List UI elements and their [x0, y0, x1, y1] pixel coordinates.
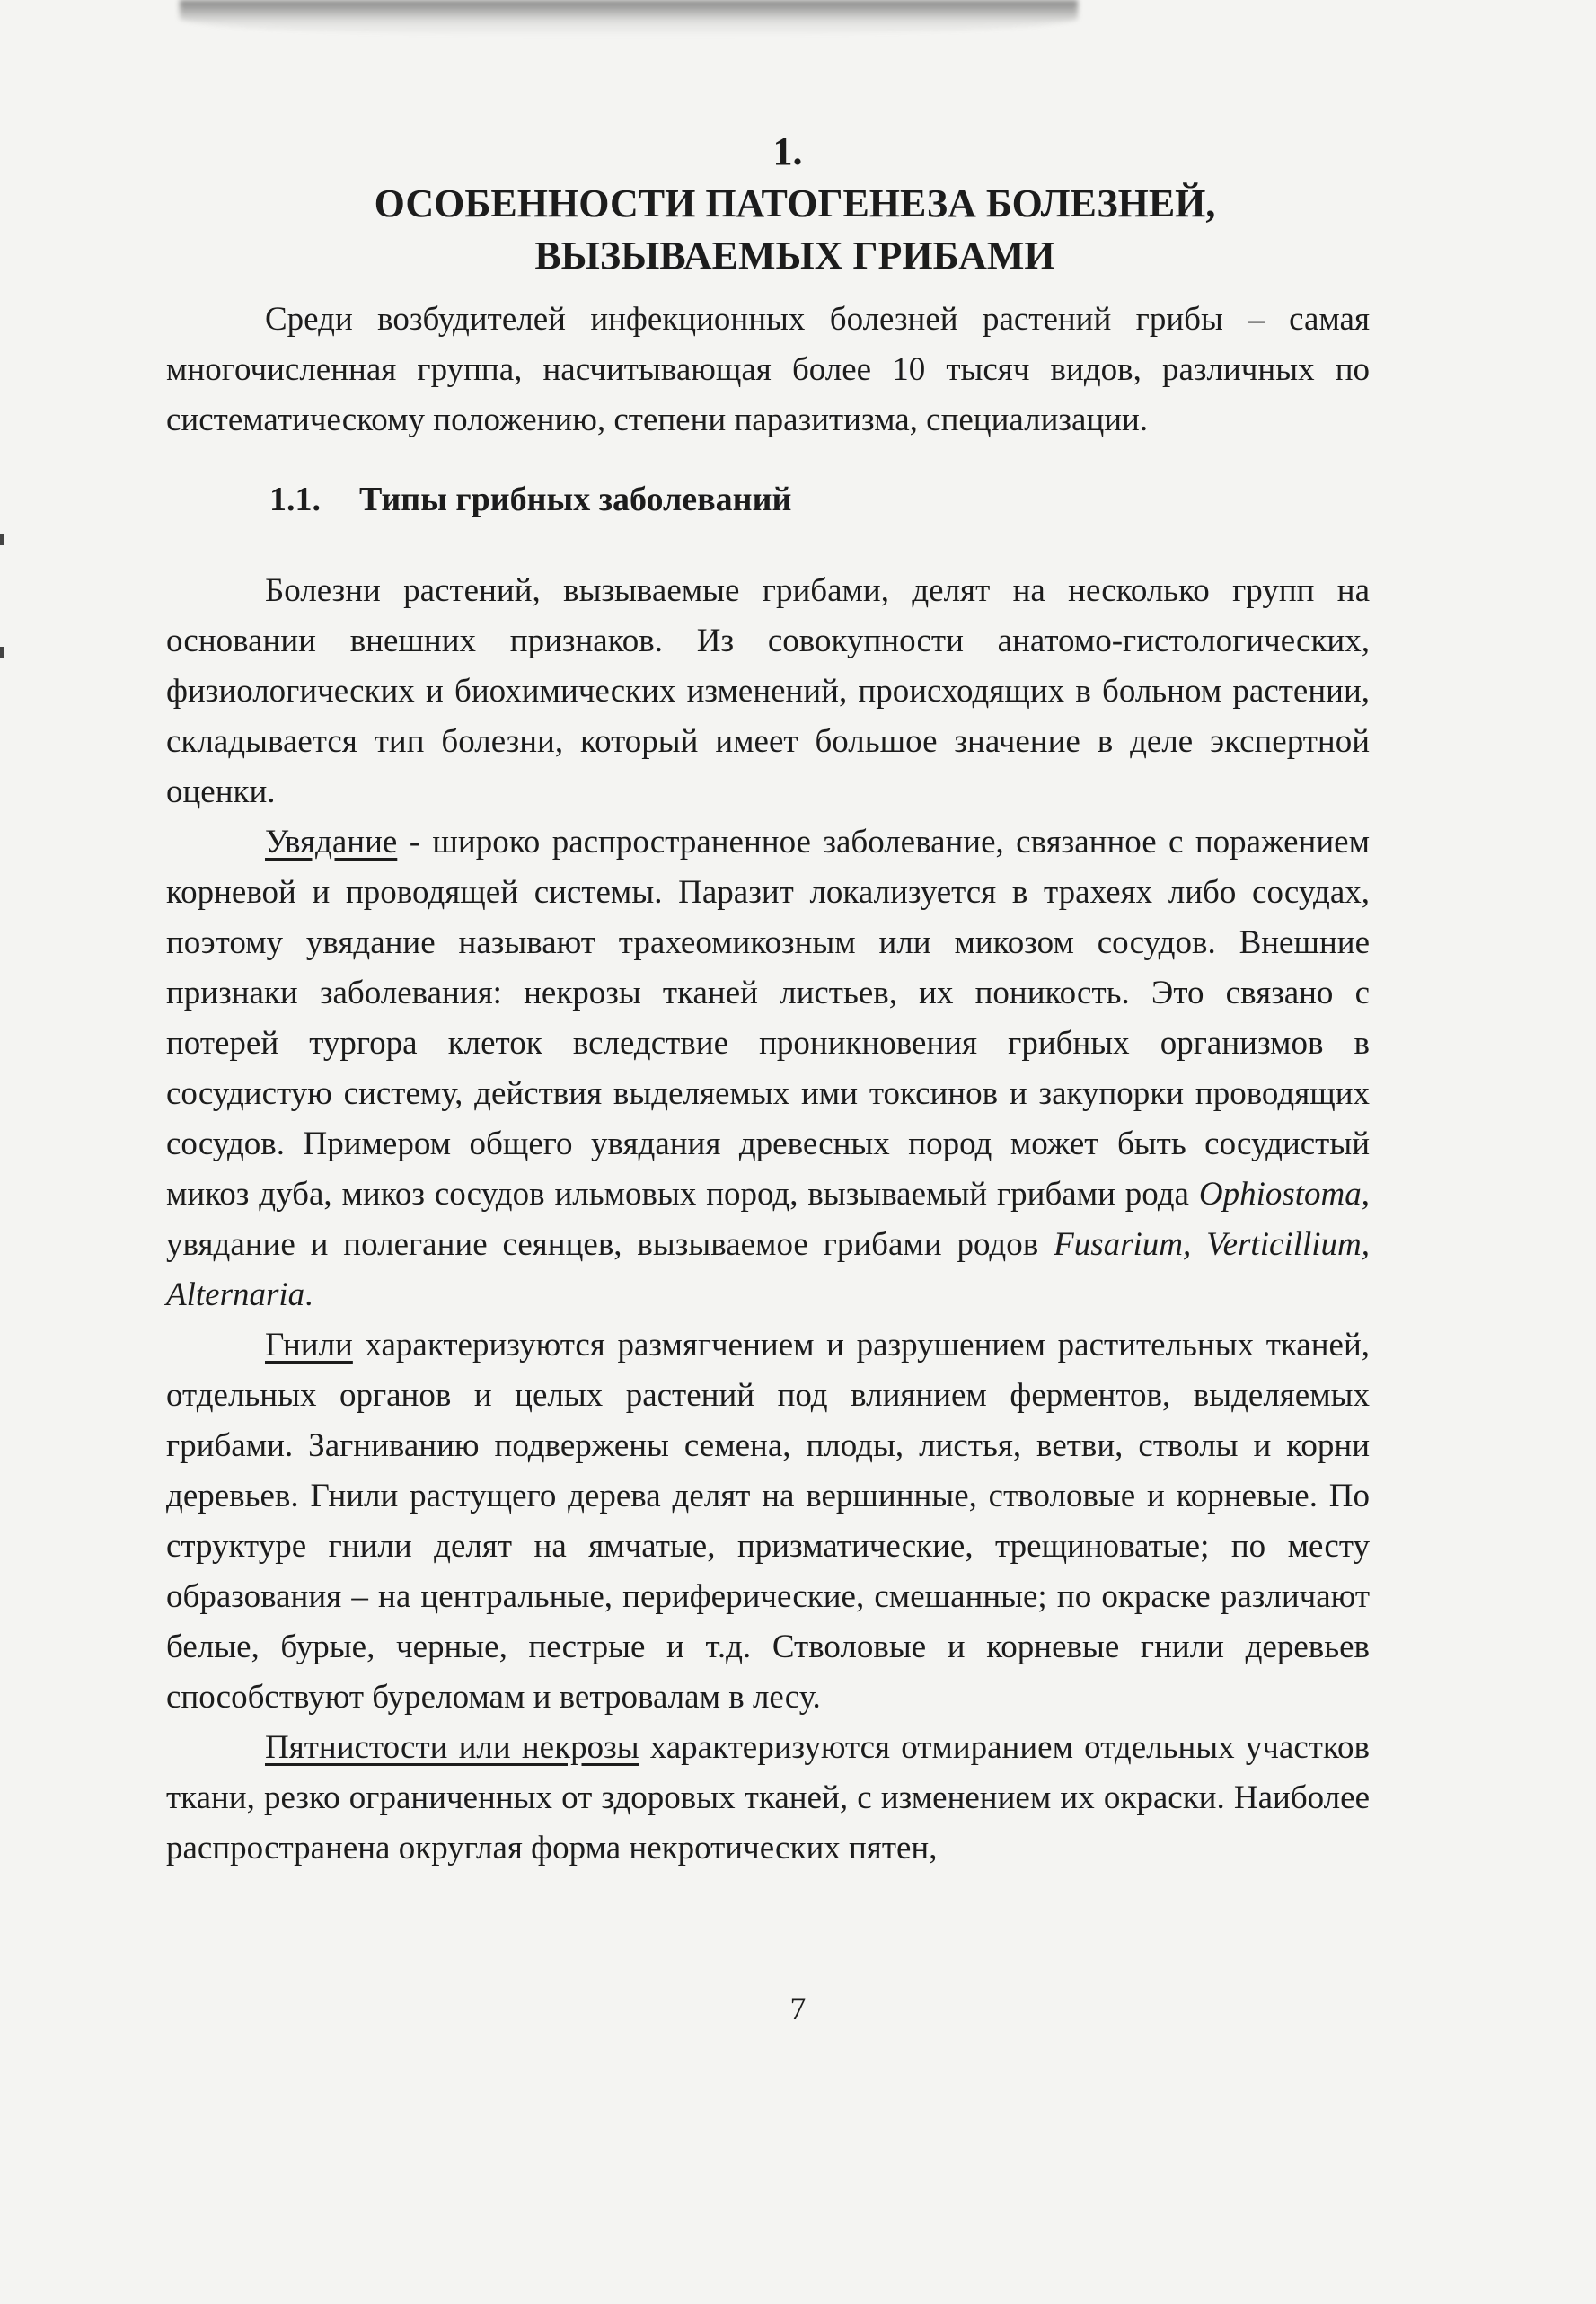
edge-mark: [0, 647, 4, 658]
page-content: [166, 126, 1370, 1874]
term-wilt: Увядание: [265, 824, 398, 861]
chapter-number: 1.: [772, 129, 803, 173]
wilt-text-2: , увядание и полегание сеянцев, вызываемое грибами родов: [166, 1176, 1370, 1263]
intro-paragraph: Среди возбудителей инфекционных болезней растений грибы – самая многочисленная группа, насчитывающая более 10 тысяч видов, различных по систематическому положению, степени паразитизма, специализации.: [166, 301, 1370, 438]
section-heading: [269, 474, 1370, 525]
wilt-text-1: - широко распространенное заболевание, связанное с поражением корневой и проводящей системы. Паразит локализуется в трахеях либо сосудах, поэтому увядание называют трахеомикозным или микозом сосудов. Внешние признаки заболевания: некрозы тканей листьев, их поникость. Это связано с потерей тургора клеток вследствие проникновения грибных организмов в сосудистую систему, действия выделяемых ими токсинов и закупорки проводящих сосудов. Примером общего увядания древесных пород может быть сосудистый микоз дуба, микоз сосудов ильмовых пород, вызываемый грибами рода: [166, 824, 1370, 1213]
spots-text: характеризуются отмиранием отдельных участков ткани, резко ограниченных от здоровых тканей, с изменением их окраски. Наиболее распространена округлая форма некротических пятен,: [166, 1729, 1371, 1867]
chapter-title-text-1: ОСОБЕННОСТИ ПАТОГЕНЕЗА БОЛЕЗНЕЙ,: [374, 181, 1216, 225]
paragraph-groups: Болезни растений, вызываемые грибами, делят на несколько групп на основании внешних признаков. Из совокупности анатомо-гистологических, физиологических и биохимических изменений, происходящих в больном растении, складывается тип болезни, который имеет большое значение в деле экспертной оценки.: [166, 572, 1370, 810]
chapter-title-line1: [220, 126, 1370, 230]
chapter-title: [166, 126, 1370, 282]
term-rot: Гнили: [265, 1327, 353, 1364]
edge-mark: [0, 534, 4, 545]
paragraph-rot: [166, 1320, 1370, 1723]
wilt-text-3: .: [304, 1276, 313, 1313]
section-number: 1.1.: [269, 481, 321, 518]
genus-ophiostoma: Ophiostoma: [1198, 1176, 1362, 1213]
paragraph-spots: [166, 1723, 1370, 1874]
rot-text: характеризуются размягчением и разрушением растительных тканей, отдельных органов и целых растений под влиянием ферментов, выделяемых грибами. Загниванию подвержены семена, плоды, листья, ветви, стволы и корни деревьев. Гнили растущего дерева делят на вершинные, стволовые и корневые. По структуре гнили делят на ямчатые, призматические, трещиноватые; по месту образования – на центральные, периферические, смешанные; по окраске различают белые, бурые, черные, пестрые и т.д. Стволовые и корневые гнили деревьев способствуют буреломам и ветровалам в лесу.: [166, 1327, 1370, 1716]
section-title: Типы грибных заболеваний: [359, 481, 792, 518]
chapter-title-line2: ВЫЗЫВАЕМЫХ ГРИБАМИ: [534, 234, 1055, 278]
genus-list: Fusarium, Verticillium, Alternaria: [166, 1226, 1370, 1313]
term-spots: Пятнистости или некрозы: [265, 1729, 639, 1766]
page-number: 7: [789, 1991, 807, 2026]
scan-shadow: [180, 0, 1078, 36]
paragraph-wilt: [166, 817, 1370, 1320]
